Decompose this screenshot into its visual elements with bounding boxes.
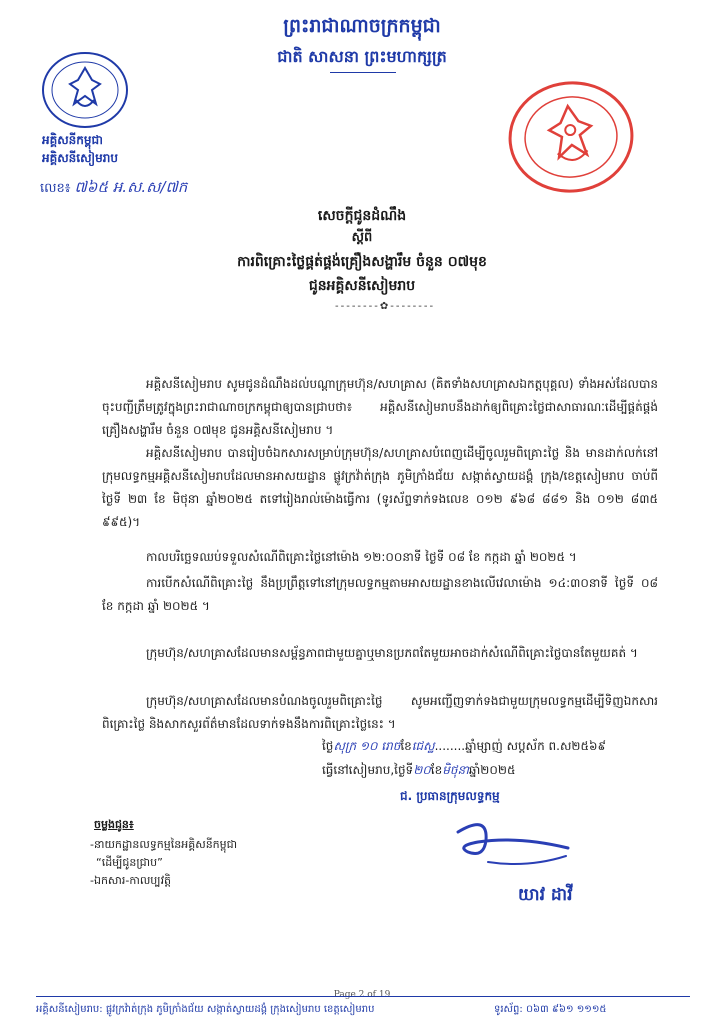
solar-day-handwritten: ២០ [413, 763, 431, 777]
reference-number [40, 178, 187, 200]
motto-divider [330, 72, 396, 73]
footer-address: អគ្គិសនីសៀមរាប: ផ្លូវក្រវ៉ាត់ក្រុង ភូមិក្រាំងជ័យ សង្កាត់ស្វាយដង្គំ ក្រុងសៀមរាប ខេត្តសៀមរាប [36, 1004, 375, 1015]
nation-motto: ជាតិ សាសនា ព្រះមហាក្សត្រ [277, 47, 447, 66]
reference-label: លេខ៖ [40, 181, 71, 196]
notice-subject: ការពិគ្រោះថ្លៃផ្គត់ផ្គង់គ្រឿងសង្ហារឹម ចំនួន ០៧មុខ [237, 254, 487, 270]
lunar-month-label: ខែ [400, 739, 412, 753]
handwritten-signature [448, 812, 578, 872]
body-paragraph-4 [102, 572, 658, 618]
solar-month-label: ខែ [430, 763, 443, 777]
paragraph-text: ការបើកសំណើពិគ្រោះថ្លៃ នឹងប្រព្រឹត្តទៅនៅក្រុមលទ្ធកម្មតាមអាសយដ្ឋានខាងលើវេលាម៉ោង ១៤:៣០នាទី ថ្ងៃទី ០៨ ខែ កក្កដា ឆ្នាំ ២០២៥ ។ [102, 576, 658, 613]
official-red-stamp [500, 72, 642, 203]
paragraph-text: អគ្គិសនីសៀមរាប សូមជូនដំណឹងដល់បណ្តាក្រុមហ៊ុន/សហគ្រាស (គិតទាំងសហគ្រាសឯកត្តបុគ្គល) ទាំងអស់ដែលបានចុះបញ្ជីត្រឹមត្រូវក្នុងព្រះរាជាណាចក្រកម្ពុជាឲ្យបានជ្រាបថា៖ អគ្គិសនីសៀមរាបនឹងដាក់ឲ្យពិគ្រោះថ្លៃជាសាធារណៈដើម្បីផ្គត់ផ្គង់គ្រឿងសង្ហារឹម ចំនួន ០៧មុខ ជូនអគ្គិសនីសៀមរាប ។ [102, 377, 658, 437]
paragraph-text: ក្រុមហ៊ុន/សហគ្រាសដែលមានបំណងចូលរួមពិគ្រោះថ្លៃ សូមអញ្ជើញទាក់ទងជាមួយក្រុមលទ្ធកម្មដើម្បីទិញឯកសារពិគ្រោះថ្លៃ និងសាកសួរព័ត៌មានដែលទាក់ទងនឹងការពិគ្រោះថ្លៃនេះ ។ [102, 694, 658, 731]
cc-item: “ដើម្បីជូនជ្រាប” [96, 856, 163, 869]
footer-divider [36, 996, 690, 997]
solar-year-text: ឆ្នាំ២០២៥ [468, 763, 516, 777]
title-separator: --------✿-------- [335, 301, 436, 312]
place-date-prefix: ធ្វើនៅសៀមរាប,ថ្ងៃទី [322, 763, 414, 777]
body-paragraph-6 [102, 690, 658, 736]
lunar-date-line [322, 738, 606, 756]
paragraph-text: កាលបរិច្ឆេទឈប់ទទួលសំណើពិគ្រោះថ្លៃនៅម៉ោង ១២:០០នាទី ថ្ងៃទី ០៨ ខែ កក្កដា ឆ្នាំ ២០២៥ ។ [146, 550, 577, 564]
lunar-prefix: ថ្ងៃ [322, 739, 334, 753]
lunar-day-handwritten: សុក្រ ១០ រោច [333, 739, 401, 753]
kingdom-header: ព្រះរាជាណាចក្រកម្ពុជា [283, 15, 441, 37]
reference-value: ៧៦៥ អ.ស.ស/៧ក [74, 178, 188, 196]
paragraph-text: អគ្គិសនីសៀមរាប បានរៀបចំឯកសារសម្រាប់ក្រុមហ៊ុន/សហគ្រាសបំពេញដើម្បីចូលរួមពិគ្រោះថ្លៃ និង មានដាក់លក់នៅក្រុមលទ្ធកម្មអគ្គិសនីសៀមរាបដែលមានអាសយដ្ឋាន ផ្លូវក្រវ៉ាត់ក្រុង ភូមិក្រាំងជ័យ សង្កាត់ស្វាយដង្គំ ក្រុង/ខេត្តសៀមរាប ចាប់ពីថ្ងៃទី ២៣ ខែ មិថុនា ឆ្នាំ២០២៥ តទៅរៀងរាល់ម៉ោងធ្វើការ (ទូរស័ព្ទទាក់ទងលេខ ០១២ ៩៦៨ ៨៨១ និង ០១២ ៨៣៥ ៩៩៥)។ [102, 446, 658, 529]
body-paragraph-5 [102, 642, 658, 665]
notice-title: សេចក្តីជូនដំណឹង [317, 208, 407, 224]
cc-title: ចម្លងជូន៖ [94, 818, 134, 831]
paragraph-text: ក្រុមហ៊ុន/សហគ្រាសដែលមានសម្ព័ន្ធភាពជាមួយគ្នាឬមានប្រភពតែមួយអាចដាក់សំណើពិគ្រោះថ្លៃបានតែមួយគត់ ។ [146, 646, 638, 660]
signatory-name: យាវ ដាវី [518, 885, 573, 905]
signatory-title: ជ. ប្រធានក្រុមលទ្ធកម្ម [400, 789, 500, 803]
edc-logo-seal [40, 50, 130, 130]
branch-name: អគ្គិសនីសៀមរាប [42, 151, 118, 165]
body-paragraph-3 [102, 546, 658, 569]
solar-date-line [322, 762, 515, 780]
lunar-year-text: ........ឆ្នាំម្សាញ់ សប្តស័ក ព.ស២៥៦៩ [434, 739, 606, 753]
solar-month-handwritten: មិថុនា [442, 763, 469, 777]
page-number: Page 2 of 19 [333, 990, 391, 1000]
cc-item: -នាយកដ្ឋានលទ្ធកម្មនៃអគ្គិសនីកម្ពុជា [90, 838, 238, 851]
lunar-month-handwritten: ជេស្ឋ [411, 739, 435, 753]
cc-item: -ឯកសារ-កាលប្បវត្តិ [90, 874, 172, 887]
body-paragraph-2 [102, 442, 658, 534]
notice-recipient: ជូនអគ្គិសនីសៀមរាប [308, 278, 416, 294]
body-paragraph-1 [102, 373, 658, 442]
notice-subject-label: ស្តីពី [351, 230, 373, 245]
organization-name: អគ្គិសនីកម្ពុជា [42, 133, 103, 147]
footer-telephone: ទូរស័ព្ទ: ០៦៣ ៩៦១ ១១១៥ [494, 1004, 607, 1015]
